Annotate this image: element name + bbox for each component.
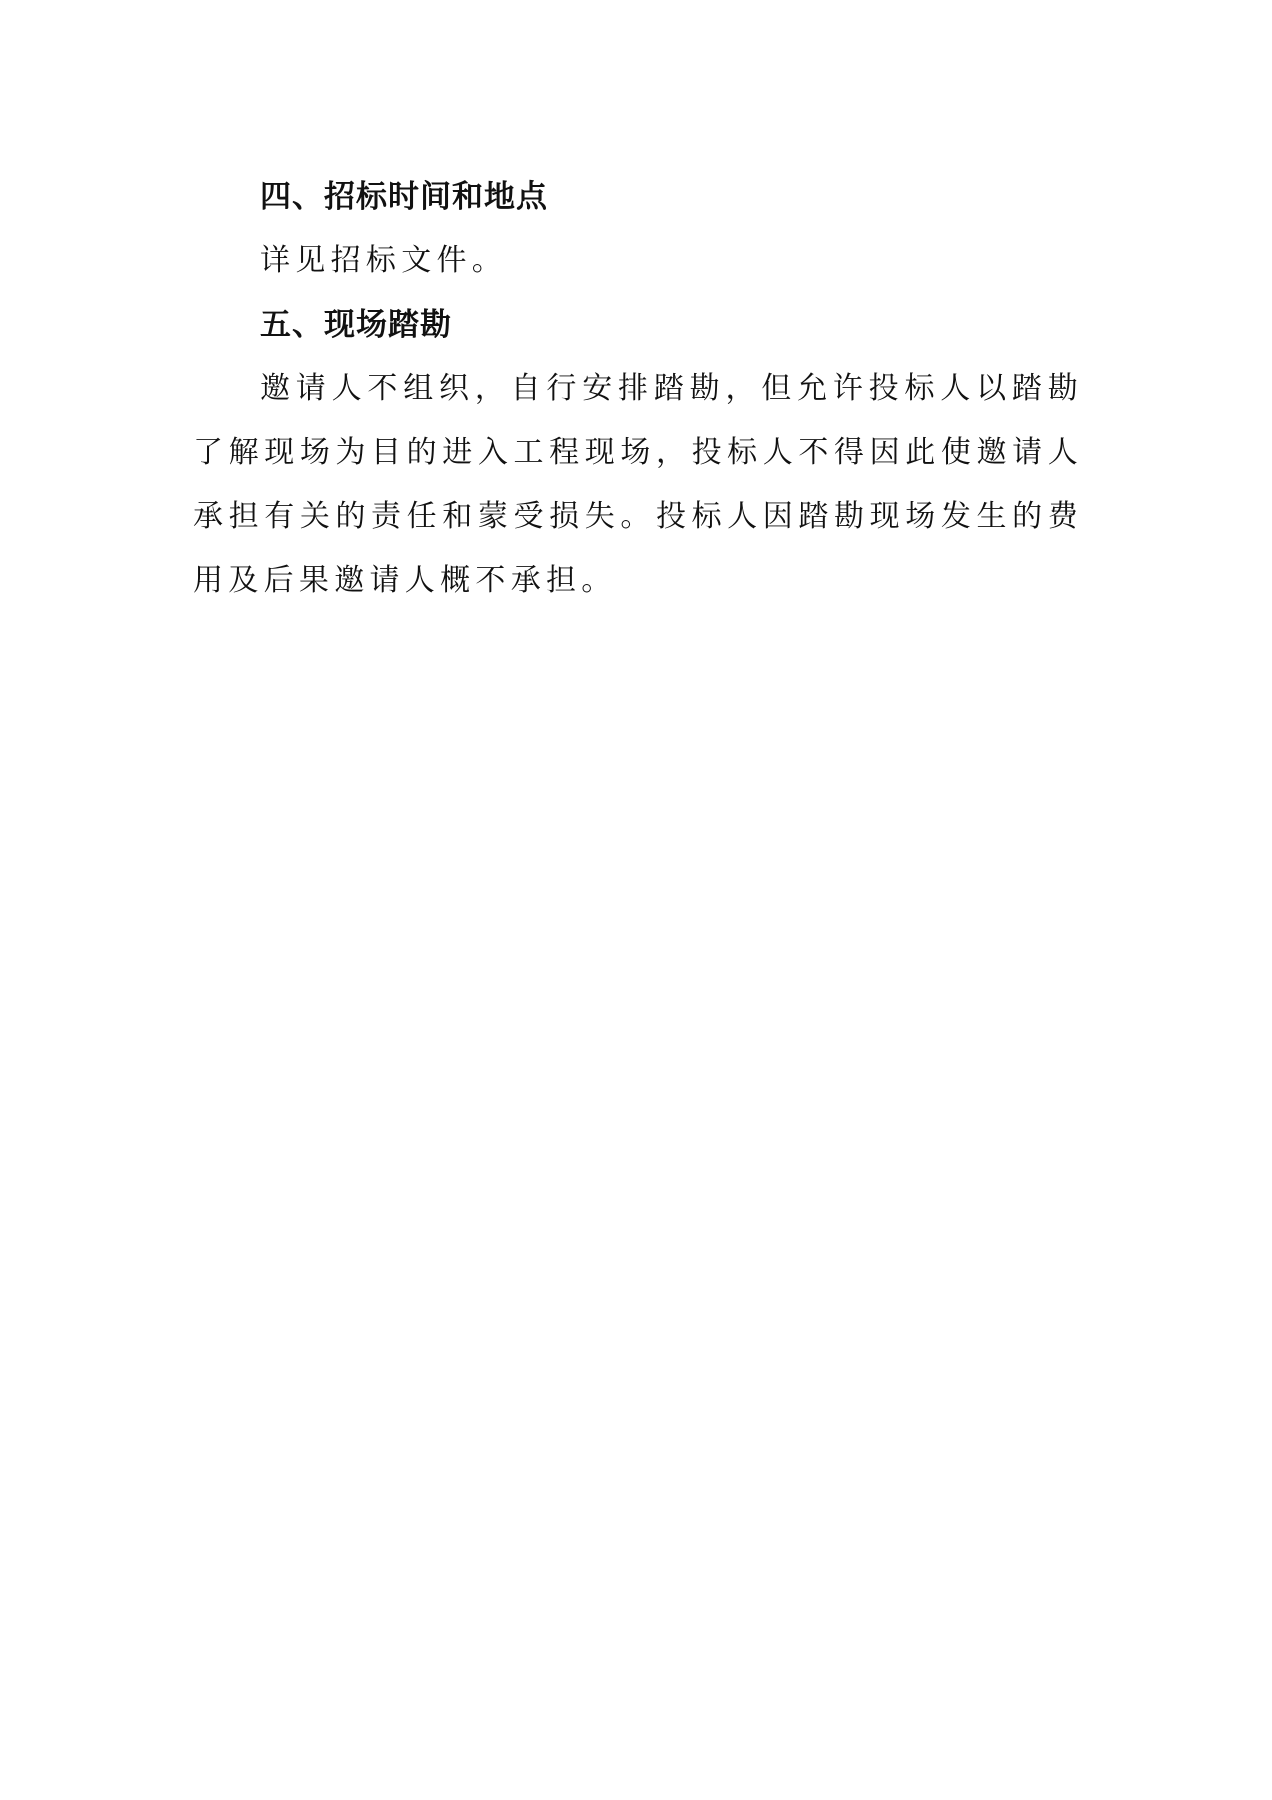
section-4-body: 详见招标文件。 <box>260 243 508 278</box>
section-5-body: 邀请人不组织，自行安排踏勘，但允许投标人以踏勘了解现场为目的进入工程现场，投标人不得因此使邀请人承担有关的责任和蒙受损失。投标人因踏勘现场发生的费用及后果邀请人概不承担。 <box>193 371 1083 598</box>
document-content <box>193 165 1083 613</box>
section-4-heading: 四、招标时间和地点 <box>260 179 548 215</box>
section-5-heading: 五、现场踏勘 <box>260 307 452 343</box>
